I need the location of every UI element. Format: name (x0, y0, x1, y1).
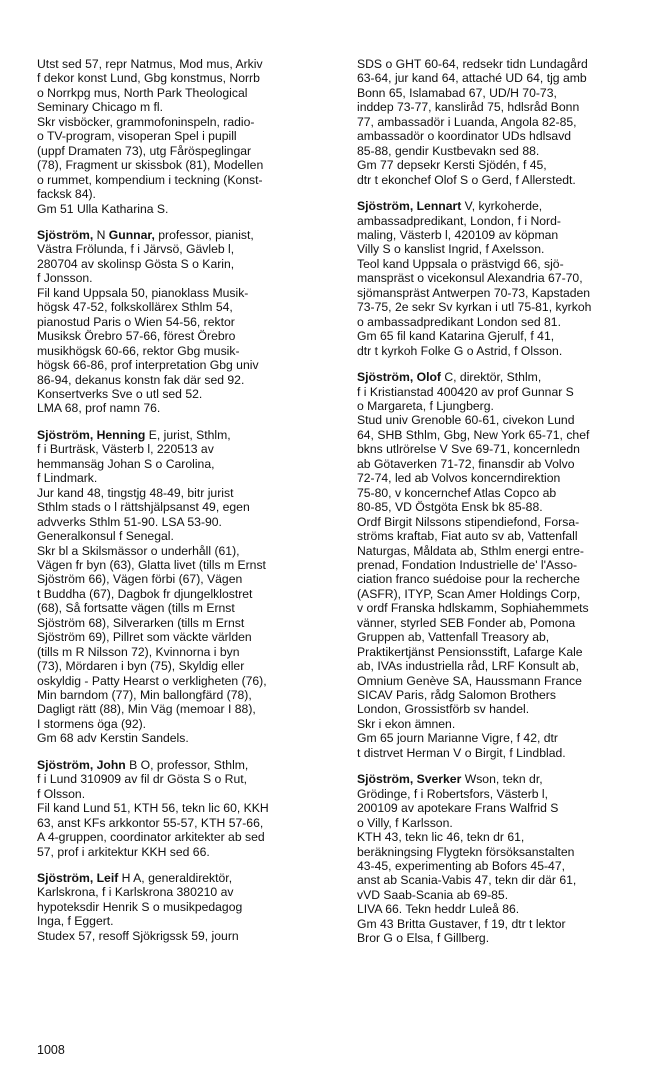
entry-text: 64, SHB Sthlm, Gbg, New York 65-71, chef (357, 427, 590, 442)
text-line (37, 688, 333, 702)
text-line (357, 931, 657, 945)
text-line (37, 457, 333, 471)
text-line (357, 428, 657, 442)
entry-text: 200109 av apotekare Frans Walfrid S (357, 801, 559, 816)
text-line (357, 457, 657, 471)
text-line (357, 801, 657, 815)
entry-text: anst ab Scania-Vabis 47, tekn dir där 61, (357, 873, 577, 888)
text-line (37, 772, 333, 786)
text-line (37, 428, 333, 442)
entry-text: f i Kristianstad 400420 av prof Gunnar S (357, 384, 574, 399)
text-line (37, 187, 333, 201)
entry-text: ab, IVAs industriella råd, LRF Konsult ab, (357, 659, 579, 674)
text-line (357, 544, 657, 558)
entry-text: vänner, styrled SEB Fonder ab, Pomona (357, 615, 576, 630)
text-line (37, 544, 333, 558)
text-line (357, 486, 657, 500)
entry-text: 63, anst KFs arkkontor 55-57, KTH 57-66, (37, 815, 264, 830)
entry-text: prenad, Fondation Industrielle de' l'Asso- (357, 557, 578, 572)
entry-text: Vägen fr byn (63), Glatta livet (tills m Ernst (37, 557, 266, 572)
entry-text: 63-64, jur kand 64, attaché UD 64, tjg amb (357, 71, 587, 86)
entry-text: Sjöström 66), Vägen förbi (67), Vägen (37, 572, 243, 587)
text-line (357, 529, 657, 543)
entry-name: Sjöström, Leif (37, 871, 119, 886)
entry-text: Generalkonsul f Senegal. (37, 529, 174, 544)
entry-text: t distrvet Herman V o Birgit, f Lindblad. (357, 745, 566, 760)
entry-text: N (93, 227, 109, 242)
entry-text: 280704 av skolinsp Gösta S o Karin, (37, 256, 235, 271)
text-line (357, 645, 657, 659)
text-line (357, 816, 657, 830)
entry-text: (uppf Dramaten 73), utg Fåröspeglingar (37, 143, 252, 158)
entry-text: 85-88, gendir Kustbevakn sed 88. (357, 143, 540, 158)
entry-text: Seminary Chicago m fl. (37, 100, 163, 115)
text-line (37, 616, 333, 630)
text-line (37, 787, 333, 801)
text-line (37, 914, 333, 928)
text-line (37, 529, 333, 543)
entry-text: o Norrkpg mus, North Park Theological (37, 85, 248, 100)
text-line (37, 86, 333, 100)
entry-text: Skr i ekon ämnen. (357, 716, 456, 731)
entry-text: advverks Sthlm 51-90. LSA 53-90. (37, 514, 222, 529)
text-line (357, 830, 657, 844)
text-line (37, 816, 333, 830)
entry-text: o ambassadpredikant London sed 81. (357, 314, 561, 329)
entry-text: Grödinge, f i Robertsfors, Västerb l, (357, 786, 549, 801)
text-line (37, 242, 333, 256)
entry-text: Skr bl a Skilsmässor o underhåll (61), (37, 543, 240, 558)
text-line (357, 616, 657, 630)
entry-text: f Jonsson. (37, 271, 93, 286)
entry-text: Bror G o Elsa, f Gillberg. (357, 931, 490, 946)
text-line (357, 257, 657, 271)
biography-entry (37, 758, 333, 859)
entry-text: SDS o GHT 60-64, redsekr tidn Lundagård (357, 57, 588, 71)
text-line (357, 500, 657, 514)
text-line (37, 801, 333, 815)
entry-text: sjömanspräst Antwerpen 70-73, Kapstaden (357, 285, 591, 300)
entry-text: o Villy, f Karlsson. (357, 815, 453, 830)
text-line (37, 601, 333, 615)
entry-text: högsk 66-86, prof interpretation Gbg univ (37, 358, 259, 373)
entry-text: Gruppen ab, Vattenfall Treasory ab, (357, 630, 550, 645)
text-line (357, 100, 657, 114)
entry-text: f i Lund 310909 av fil dr Gösta S o Rut, (37, 772, 248, 787)
entry-name: Sjöström, Henning (37, 427, 146, 442)
entry-text: musikhögsk 60-66, rektor Gbg musik- (37, 343, 240, 358)
entry-text: t Buddha (67), Dagbok fr djungelklostret (37, 586, 253, 601)
text-line (37, 731, 333, 745)
entry-name: Gunnar, (108, 227, 155, 242)
text-line (357, 902, 657, 916)
entry-text: Gm 68 adv Kerstin Sandels. (37, 731, 189, 746)
entry-text: Utst sed 57, repr Natmus, Mod mus, Arkiv (37, 57, 263, 71)
text-line (357, 370, 657, 384)
text-line (357, 413, 657, 427)
text-line (357, 702, 657, 716)
entry-text: ciation franco suédoise pour la recherche (357, 572, 580, 587)
text-line (357, 344, 657, 358)
text-line (37, 717, 333, 731)
entry-text: Västra Frölunda, f i Järvsö, Gävleb l, (37, 242, 235, 257)
text-line (357, 115, 657, 129)
entry-text: Inga, f Eggert. (37, 914, 114, 929)
text-line (37, 845, 333, 859)
text-line (357, 731, 657, 745)
text-line (357, 129, 657, 143)
entry-text: Bonn 65, Islamabad 67, UD/H 70-73, (357, 85, 557, 100)
text-line (357, 271, 657, 285)
entry-text: 72-74, led ab Volvos koncerndirektion (357, 471, 561, 486)
entry-text: Fil kand Lund 51, KTH 56, tekn lic 60, KKH (37, 801, 269, 816)
entry-text: London, Grossistförb sv handel. (357, 702, 530, 717)
entry-text: maling, Västerb l, 420109 av köpman (357, 227, 559, 242)
text-line (37, 71, 333, 85)
text-line (37, 300, 333, 314)
text-line (357, 772, 657, 786)
text-line (37, 515, 333, 529)
text-line (357, 659, 657, 673)
text-line (357, 674, 657, 688)
entry-text: vVD Saab-Scania ab 69-85. (357, 887, 509, 902)
text-line (357, 86, 657, 100)
text-line (37, 286, 333, 300)
entry-text: C, direktör, Sthlm, (440, 370, 542, 385)
text-line (37, 315, 333, 329)
entry-text: Studex 57, resoff Sjökrigssk 59, journ (37, 928, 239, 943)
entry-text: Praktikertjänst Pensionsstift, Lafarge Kale (357, 644, 583, 659)
entry-text: professor, pianist, (154, 227, 254, 242)
text-line (357, 601, 657, 615)
entry-text: V, kyrkoherde, (461, 199, 543, 214)
entry-text: manspräst o vicekonsul Alexandria 67-70, (357, 271, 583, 286)
text-line (37, 442, 333, 456)
entry-text: facksk 84). (37, 187, 96, 202)
entry-name: Sjöström, John (37, 757, 126, 772)
entry-text: 86-94, dekanus konstn fak där sed 92. (37, 372, 245, 387)
entry-text: 57, prof i arkitektur KKH sed 66. (37, 844, 210, 859)
text-line (357, 558, 657, 572)
entry-text: Gm 65 fil kand Katarina Gjerulf, f 41, (357, 329, 555, 344)
right-column (357, 57, 657, 958)
entry-text: LMA 68, prof namn 76. (37, 401, 161, 416)
entry-name: Sjöström, Sverker (357, 772, 462, 787)
entry-text: Naturgas, Måldata ab, Sthlm energi entre- (357, 543, 584, 558)
text-line (37, 158, 333, 172)
text-line (357, 630, 657, 644)
entry-text: A 4-gruppen, coordinator arkitekter ab sed (37, 830, 265, 845)
entry-name: Sjöström, Olof (357, 370, 441, 385)
entry-text: f Olsson. (37, 786, 86, 801)
text-line (357, 242, 657, 256)
text-line (357, 471, 657, 485)
entry-text: (ASFR), ITYP, Scan Amer Holdings Corp, (357, 586, 581, 601)
text-line (357, 71, 657, 85)
text-line (37, 830, 333, 844)
biography-entry (357, 370, 657, 760)
text-line (37, 929, 333, 943)
entry-text: dtr t kyrkoh Folke G o Astrid, f Olsson. (357, 343, 563, 358)
text-line (357, 888, 657, 902)
text-line (37, 358, 333, 372)
text-line (37, 329, 333, 343)
text-line (357, 859, 657, 873)
text-line (37, 401, 333, 415)
entry-text: högsk 47-52, folkskollärex Sthlm 54, (37, 300, 233, 315)
page-number: 1008 (37, 1043, 65, 1057)
text-line (357, 286, 657, 300)
text-line (37, 702, 333, 716)
text-line (37, 115, 333, 129)
entry-text: 80-85, VD Östgöta Ensk bk 85-88. (357, 500, 543, 515)
text-line (357, 158, 657, 172)
entry-text: Gm 43 Britta Gustaver, f 19, dtr t lektor (357, 916, 566, 931)
text-line (37, 257, 333, 271)
text-line (37, 387, 333, 401)
text-line (357, 917, 657, 931)
entry-text: inddep 73-77, kansliråd 75, hdlsråd Bonn (357, 100, 580, 115)
entry-text: SICAV Paris, rådg Salomon Brothers (357, 688, 556, 703)
entry-text: Sjöström 68), Silverarken (tills m Ernst (37, 615, 245, 630)
entry-text: bkns utlrörelse V Sve 69-71, koncernledn (357, 442, 580, 457)
entry-text: ambassadör o koordinator UDs hdlsavd (357, 129, 572, 144)
text-line (37, 486, 333, 500)
entry-text: Gm 65 journ Marianne Vigre, f 42, dtr (357, 731, 558, 746)
text-line (37, 144, 333, 158)
text-line (357, 300, 657, 314)
text-line (37, 271, 333, 285)
text-line (357, 214, 657, 228)
text-line (37, 202, 333, 216)
entry-text: Wson, tekn dr, (461, 772, 543, 787)
entry-text: beräkningsing Flygtekn försöksanstalten (357, 844, 575, 859)
entry-text: H A, generaldirektör, (118, 871, 233, 886)
text-line (357, 442, 657, 456)
text-line (37, 228, 333, 242)
text-line (37, 558, 333, 572)
entry-text: Villy S o kanslist Ingrid, f Axelsson. (357, 242, 545, 257)
text-line (37, 645, 333, 659)
text-line (357, 199, 657, 213)
entry-text: (78), Fragment ur skissbok (81), Modellen (37, 158, 264, 173)
text-line (37, 500, 333, 514)
entry-text: 75-80, v koncernchef Atlas Copco ab (357, 485, 557, 500)
entry-text: I stormens öga (92). (37, 716, 147, 731)
text-line (357, 399, 657, 413)
entry-text: f i Burträsk, Västerb l, 220513 av (37, 442, 214, 457)
text-line (357, 572, 657, 586)
entry-text: f Lindmark. (37, 471, 98, 486)
text-line (357, 587, 657, 601)
entry-text: Min barndom (77), Min ballongfärd (78), (37, 688, 252, 703)
entry-text: (73), Mördaren i byn (75), Skyldig eller (37, 659, 245, 674)
entry-text: v ordf Franska hdlskamm, Sophiahemmets (357, 601, 589, 616)
text-line (37, 758, 333, 772)
text-line (37, 587, 333, 601)
entry-text: oskyldig - Patty Hearst o verkligheten (76), (37, 673, 267, 688)
text-line (37, 871, 333, 885)
entry-text: ströms kraftab, Fiat auto sv ab, Vattenfall (357, 529, 578, 544)
entry-text: Teol kand Uppsala o prästvigd 66, sjö- (357, 256, 564, 271)
text-line (37, 173, 333, 187)
entry-name: Sjöström, (37, 227, 94, 242)
biography-entry (37, 228, 333, 416)
text-line (37, 471, 333, 485)
text-line (357, 228, 657, 242)
biography-entry (37, 871, 333, 943)
text-line (357, 144, 657, 158)
entry-text: 77, ambassadör i Luanda, Angola 82-85, (357, 114, 577, 129)
entry-text: hypoteksdir Henrik S o musikpedagog (37, 899, 243, 914)
text-line (37, 373, 333, 387)
entry-text: LIVA 66. Tekn heddr Luleå 86. (357, 902, 520, 917)
biography-entry (357, 199, 657, 358)
entry-text: E, jurist, Sthlm, (145, 427, 231, 442)
entry-text: o TV-program, visoperan Spel i pupill (37, 129, 237, 144)
entry-text: ambassadpredikant, London, f i Nord- (357, 213, 561, 228)
entry-text: Ordf Birgit Nilssons stipendiefond, Forsa- (357, 514, 580, 529)
entry-text: 73-75, 2e sekr Sv kyrkan i utl 75-81, kyrkoh (357, 300, 592, 315)
text-line (37, 900, 333, 914)
text-line (37, 885, 333, 899)
entry-text: Fil kand Uppsala 50, pianoklass Musik- (37, 285, 249, 300)
text-line (357, 746, 657, 760)
entry-text: f dekor konst Lund, Gbg konstmus, Norrb (37, 71, 260, 86)
text-line (357, 688, 657, 702)
entry-text: Stud univ Grenoble 60-61, civekon Lund (357, 413, 575, 428)
entry-text: Musiksk Örebro 57-66, förest Örebro (37, 329, 236, 344)
entry-text: o rummet, kompendium i teckning (Konst- (37, 172, 263, 187)
text-line (37, 659, 333, 673)
left-column (37, 57, 333, 955)
entry-text: Gm 77 depsekr Kersti Sjödén, f 45, (357, 158, 547, 173)
entry-text: dtr t ekonchef Olof S o Gerd, f Allerstedt. (357, 172, 576, 187)
text-line (37, 630, 333, 644)
entry-text: (tills m R Nilsson 72), Kvinnorna i byn (37, 644, 240, 659)
entry-text: Karlskrona, f i Karlskrona 380210 av (37, 885, 234, 900)
entry-text: Skr visböcker, grammofoninspeln, radio- (37, 114, 255, 129)
entry-name: Sjöström, Lennart (357, 199, 462, 214)
entry-text: Dagligt rätt (88), Min Väg (memoar I 88), (37, 702, 256, 717)
entry-text: Omnium Genève SA, Haussmann France (357, 673, 582, 688)
text-line (357, 329, 657, 343)
text-line (37, 57, 333, 71)
biography-entry (37, 428, 333, 746)
text-line (357, 57, 657, 71)
entry-text: pianostud Paris o Wien 54-56, rektor (37, 314, 235, 329)
entry-text: KTH 43, tekn lic 46, tekn dr 61, (357, 830, 525, 845)
text-line (357, 315, 657, 329)
text-line (37, 100, 333, 114)
biography-entry (37, 57, 333, 216)
text-line (357, 385, 657, 399)
entry-text: B O, professor, Sthlm, (125, 757, 249, 772)
text-line (37, 129, 333, 143)
text-line (357, 787, 657, 801)
text-line (357, 173, 657, 187)
biography-entry (357, 772, 657, 945)
entry-text: (68), Så fortsatte vägen (tills m Ernst (37, 601, 235, 616)
entry-text: o Margareta, f Ljungberg. (357, 398, 494, 413)
entry-text: 43-45, experimenting ab Bofors 45-47, (357, 859, 565, 874)
entry-text: Sthlm stads o l rättshjälpsanst 49, egen (37, 500, 250, 515)
text-line (37, 674, 333, 688)
text-line (37, 572, 333, 586)
entry-text: Gm 51 Ulla Katharina S. (37, 201, 169, 216)
entry-text: Konsertverks Sve o utl sed 52. (37, 386, 203, 401)
text-line (357, 845, 657, 859)
biography-entry (357, 57, 657, 187)
entry-text: Sjöström 69), Pillret som väckte världen (37, 630, 252, 645)
entry-text: hemmansäg Johan S o Carolina, (37, 456, 215, 471)
text-line (357, 717, 657, 731)
text-line (37, 344, 333, 358)
entry-text: ab Götaverken 71-72, finansdir ab Volvo (357, 456, 575, 471)
text-line (357, 515, 657, 529)
text-line (357, 873, 657, 887)
entry-text: Jur kand 48, tingstjg 48-49, bitr jurist (37, 485, 234, 500)
